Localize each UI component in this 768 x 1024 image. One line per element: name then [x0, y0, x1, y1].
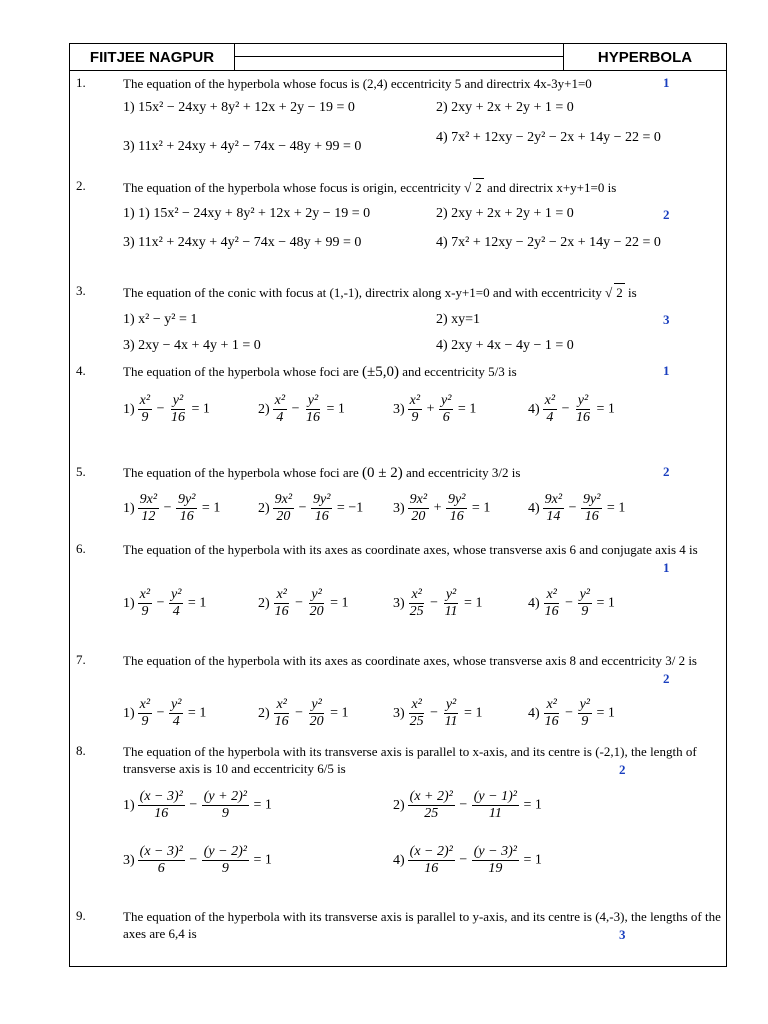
- question-text-tail: and eccentricity 3/2 is: [405, 465, 521, 480]
- numerator: x²: [139, 697, 151, 712]
- option-label: 1): [123, 797, 135, 813]
- option-1: [123, 697, 206, 730]
- rhs: = 1: [603, 500, 626, 516]
- denominator: 16: [584, 509, 599, 524]
- denominator: 9: [141, 410, 149, 425]
- option-4: 4) 2xy + 4x − 4y − 1 = 0: [436, 338, 574, 353]
- rhs: = 1: [184, 705, 207, 721]
- option-1: [123, 587, 206, 620]
- chapter-title: HYPERBOLA: [563, 43, 727, 71]
- fraction: [138, 393, 152, 426]
- operator: −: [185, 852, 201, 868]
- numerator: x²: [276, 697, 287, 712]
- denominator: 20: [309, 604, 324, 619]
- option-4: 4) 7x² + 12xy − 2y² − 2x + 14y − 22 = 0: [436, 235, 661, 250]
- operator: −: [291, 705, 307, 721]
- rhs: = 1: [326, 595, 349, 611]
- option-label: 2): [258, 595, 270, 611]
- denominator: 6: [157, 861, 165, 876]
- question-text-tail: and directrix x+y+1=0 is: [487, 180, 617, 195]
- fraction: [138, 697, 152, 730]
- question-text-tail: is: [628, 285, 637, 300]
- numerator: (x − 3)²: [139, 789, 183, 804]
- numerator: 9x²: [409, 492, 428, 507]
- option-1: 1) 15x² − 24xy + 8y² + 12x + 2y − 19 = 0: [123, 100, 355, 115]
- fraction: [273, 393, 287, 426]
- option-4: [528, 393, 615, 426]
- option-label: 4): [528, 500, 540, 516]
- numerator: y²: [445, 587, 457, 602]
- numerator: 9y²: [583, 492, 601, 507]
- numerator: x²: [139, 587, 151, 602]
- option-4: [528, 587, 615, 620]
- denominator: 4: [172, 604, 180, 619]
- denominator: 16: [544, 714, 559, 729]
- denominator: 11: [488, 806, 502, 821]
- fraction: [472, 789, 519, 822]
- option-1: [123, 492, 220, 525]
- option-label: 3): [393, 500, 405, 516]
- option-3: 3) 2xy − 4x + 4y + 1 = 0: [123, 338, 261, 353]
- numerator: (y − 2)²: [203, 844, 247, 859]
- option-2: [258, 587, 348, 620]
- rhs: = −1: [333, 500, 364, 516]
- option-2: [258, 492, 363, 525]
- numerator: x²: [139, 393, 151, 408]
- operator: −: [153, 401, 168, 417]
- numerator: y²: [311, 587, 322, 602]
- operator: −: [426, 705, 442, 721]
- fraction: [408, 492, 429, 525]
- option-4: [528, 697, 615, 730]
- header-underline: [69, 70, 727, 71]
- fraction: [578, 697, 592, 730]
- option-label: 1): [123, 401, 135, 417]
- question-number: 7.: [76, 652, 86, 667]
- fraction: [581, 492, 602, 525]
- option-4: 4) 7x² + 12xy − 2y² − 2x + 14y − 22 = 0: [436, 130, 661, 145]
- rhs: = 1: [593, 595, 615, 611]
- numerator: x²: [546, 587, 557, 602]
- fraction: [311, 492, 332, 525]
- options-row: [123, 393, 683, 435]
- denominator: 16: [179, 509, 194, 524]
- institute-title: FIITJEE NAGPUR: [69, 43, 235, 71]
- numerator: (y − 1)²: [473, 789, 517, 804]
- denominator: 11: [444, 604, 458, 619]
- fraction: [472, 844, 519, 877]
- numerator: (x + 2)²: [409, 789, 453, 804]
- question-text: The equation of the hyperbola with its axes as coordinate axes, whose transverse axis 8 and eccentricity 3/ 2 is: [123, 653, 697, 668]
- answer-key: 3: [619, 927, 626, 942]
- fraction: [138, 492, 159, 525]
- operator: −: [153, 595, 168, 611]
- denominator: 12: [141, 509, 156, 524]
- option-3: [123, 844, 272, 877]
- question-8: [76, 743, 721, 893]
- option-2: [258, 697, 348, 730]
- numerator: y²: [172, 393, 184, 408]
- option-3: 3) 11x² + 24xy + 4y² − 74x − 48y + 99 = 0: [123, 139, 362, 154]
- denominator: 11: [444, 714, 458, 729]
- question-text-math: (0 ± 2): [361, 465, 403, 481]
- question-text-math: (±5,0): [361, 364, 399, 380]
- option-label: 4): [528, 705, 540, 721]
- option-1: 1) x² − y² = 1: [123, 312, 198, 327]
- denominator: 6: [442, 410, 450, 425]
- numerator: y²: [311, 697, 322, 712]
- rhs: = 1: [468, 500, 491, 516]
- fraction: [578, 587, 592, 620]
- numerator: x²: [409, 393, 421, 408]
- operator: −: [291, 595, 307, 611]
- numerator: (x − 3)²: [139, 844, 183, 859]
- question-5: [76, 464, 721, 544]
- option-2: [258, 393, 345, 426]
- operator: −: [561, 705, 577, 721]
- rhs: = 1: [188, 401, 210, 417]
- numerator: x²: [411, 587, 422, 602]
- option-label: 1): [123, 705, 135, 721]
- numerator: x²: [411, 697, 422, 712]
- numerator: 9x²: [139, 492, 158, 507]
- option-label: 2): [393, 797, 405, 813]
- fraction: [308, 587, 326, 620]
- numerator: 9y²: [313, 492, 331, 507]
- numerator: y²: [441, 393, 452, 408]
- operator: −: [185, 797, 201, 813]
- question-number: 9.: [76, 908, 86, 923]
- operator: −: [558, 401, 573, 417]
- question-number: 4.: [76, 363, 86, 378]
- answer-key: 1: [663, 75, 670, 90]
- question-number: 6.: [76, 541, 86, 556]
- numerator: y²: [171, 697, 182, 712]
- option-label: 2): [258, 500, 270, 516]
- rhs: = 1: [519, 852, 542, 868]
- answer-key: 2: [663, 464, 670, 479]
- numerator: 9y²: [448, 492, 466, 507]
- option-label: 4): [528, 595, 540, 611]
- option-2: 2) xy=1: [436, 312, 481, 327]
- numerator: y²: [445, 697, 457, 712]
- sqrt-value: 2: [475, 180, 482, 195]
- option-3: 3) 11x² + 24xy + 4y² − 74x − 48y + 99 = 0: [123, 235, 362, 250]
- numerator: y²: [577, 393, 589, 408]
- numerator: x²: [546, 697, 557, 712]
- question-text: [123, 363, 721, 381]
- denominator: 9: [411, 410, 419, 425]
- question-1: [76, 75, 721, 165]
- rhs: = 1: [460, 705, 483, 721]
- question-number: 5.: [76, 464, 86, 479]
- denominator: 16: [314, 509, 329, 524]
- operator: +: [423, 401, 438, 417]
- option-label: 4): [528, 401, 540, 417]
- fraction: [176, 492, 197, 525]
- denominator: 16: [576, 410, 590, 425]
- option-1: [123, 393, 210, 426]
- question-7: [76, 652, 721, 742]
- option-4: [393, 844, 542, 877]
- option-2: 2) 2xy + 2x + 2y + 1 = 0: [436, 100, 574, 115]
- numerator: (y − 3)²: [473, 844, 517, 859]
- rhs: = 1: [593, 705, 615, 721]
- option-3: [393, 393, 476, 426]
- question-text-tail: and eccentricity 5/3 is: [402, 364, 517, 379]
- fraction: [169, 393, 187, 426]
- denominator: 16: [424, 861, 439, 876]
- question-text: The equation of the conic with focus at (1,-1), directrix along x-y+1=0 and with eccentricity √ 2 is: [123, 285, 637, 300]
- operator: −: [288, 401, 303, 417]
- rhs: = 1: [249, 797, 272, 813]
- denominator: 9: [221, 806, 229, 821]
- rhs: = 1: [198, 500, 221, 516]
- option-label: 2): [258, 705, 270, 721]
- rhs: = 1: [326, 705, 349, 721]
- denominator: 16: [449, 509, 464, 524]
- question-6: [76, 541, 721, 631]
- fraction: [543, 492, 564, 525]
- rhs: = 1: [593, 401, 615, 417]
- fraction: [138, 844, 185, 877]
- question-2: [76, 178, 721, 258]
- operator: −: [565, 500, 580, 516]
- operator: −: [455, 797, 471, 813]
- numerator: y²: [579, 587, 590, 602]
- fraction: [443, 587, 460, 620]
- option-label: 1): [123, 595, 135, 611]
- fraction: [138, 587, 152, 620]
- fraction: [304, 393, 322, 426]
- denominator: 9: [221, 861, 229, 876]
- option-3: [393, 492, 490, 525]
- question-text-main: The equation of the conic with focus at (1,-1), directrix along x-y+1=0 and with eccentricity: [123, 285, 602, 300]
- fraction: [308, 697, 326, 730]
- option-label: 2): [258, 401, 270, 417]
- denominator: 16: [274, 714, 289, 729]
- fraction: [543, 393, 557, 426]
- sqrt-value: 2: [616, 285, 623, 300]
- question-4: [76, 363, 721, 443]
- option-label: 1): [123, 500, 135, 516]
- option-label: 3): [393, 401, 405, 417]
- denominator: 4: [546, 410, 554, 425]
- operator: −: [561, 595, 577, 611]
- question-number: 3.: [76, 283, 86, 298]
- answer-key: 2: [663, 207, 670, 222]
- rhs: = 1: [184, 595, 207, 611]
- option-label: 3): [123, 852, 135, 868]
- numerator: (y + 2)²: [203, 789, 247, 804]
- option-label: 3): [393, 595, 405, 611]
- fraction: [574, 393, 592, 426]
- denominator: 14: [546, 509, 561, 524]
- fraction: [446, 492, 467, 525]
- question-text: The equation of the hyperbola with its transverse axis is parallel to y-axis, and its centre is (4,-3), the lengths of the axes are 6,4 is: [123, 909, 721, 941]
- options-row: [123, 587, 683, 629]
- denominator: 9: [581, 604, 589, 619]
- denominator: 16: [274, 604, 289, 619]
- question-number: 2.: [76, 178, 86, 193]
- denominator: 16: [306, 410, 320, 425]
- option-label: 4): [393, 852, 405, 868]
- answer-key: 3: [663, 312, 670, 327]
- question-3: [76, 283, 721, 358]
- option-2: 2) 2xy + 2x + 2y + 1 = 0: [436, 206, 574, 221]
- fraction: [408, 393, 422, 426]
- operator: −: [160, 500, 175, 516]
- fraction: [408, 587, 426, 620]
- question-text: [123, 464, 721, 482]
- denominator: 20: [276, 509, 291, 524]
- numerator: 9x²: [544, 492, 563, 507]
- question-number: 1.: [76, 75, 86, 90]
- answer-key: 1: [663, 363, 670, 378]
- numerator: (x − 2)²: [409, 844, 453, 859]
- denominator: 25: [409, 714, 424, 729]
- numerator: 9y²: [178, 492, 196, 507]
- question-text-main: The equation of the hyperbola whose foci are: [123, 364, 359, 379]
- denominator: 19: [488, 861, 503, 876]
- fraction: [439, 393, 453, 426]
- question-text: The equation of the hyperbola whose focus is origin, eccentricity √ 2 and directrix x+y+1=0 is: [123, 180, 617, 195]
- fraction: [273, 492, 294, 525]
- answer-key: 1: [663, 560, 670, 575]
- fraction: [273, 587, 291, 620]
- option-3: [393, 697, 482, 730]
- operator: +: [430, 500, 445, 516]
- option-3: [393, 587, 482, 620]
- denominator: 20: [411, 509, 426, 524]
- fraction: [543, 587, 561, 620]
- option-1: [123, 789, 272, 822]
- rhs: = 1: [323, 401, 345, 417]
- question-number: 8.: [76, 743, 86, 758]
- fraction: [138, 789, 185, 822]
- numerator: y²: [579, 697, 590, 712]
- options-grid: [123, 789, 683, 889]
- question-text-main: The equation of the hyperbola whose foci are: [123, 465, 359, 480]
- option-2: [393, 789, 542, 822]
- fraction: [273, 697, 291, 730]
- operator: −: [153, 705, 168, 721]
- fraction: [443, 697, 460, 730]
- fraction: [169, 697, 183, 730]
- numerator: 9x²: [274, 492, 293, 507]
- option-4: [528, 492, 625, 525]
- denominator: 9: [141, 714, 149, 729]
- rhs: = 1: [519, 797, 542, 813]
- answer-key: 2: [619, 762, 626, 777]
- fraction: [408, 697, 426, 730]
- question-9: [76, 908, 721, 948]
- numerator: y²: [307, 393, 319, 408]
- option-1: 1) 1) 15x² − 24xy + 8y² + 12x + 2y − 19 = 0: [123, 206, 371, 221]
- fraction: [543, 697, 561, 730]
- denominator: 16: [171, 410, 185, 425]
- denominator: 20: [309, 714, 324, 729]
- denominator: 9: [141, 604, 149, 619]
- numerator: x²: [276, 587, 287, 602]
- denominator: 4: [172, 714, 180, 729]
- fraction: [202, 789, 249, 822]
- operator: −: [426, 595, 442, 611]
- numerator: y²: [171, 587, 182, 602]
- fraction: [202, 844, 249, 877]
- question-text: The equation of the hyperbola whose focus is (2,4) eccentricity 5 and directrix 4x-3y+1=0: [123, 76, 592, 91]
- numerator: x²: [544, 393, 556, 408]
- numerator: x²: [274, 393, 286, 408]
- fraction: [408, 844, 455, 877]
- fraction: [408, 789, 455, 822]
- denominator: 16: [544, 604, 559, 619]
- answer-key: 2: [663, 671, 670, 686]
- fraction: [169, 587, 183, 620]
- denominator: 4: [276, 410, 284, 425]
- denominator: 9: [581, 714, 589, 729]
- question-text-main: The equation of the hyperbola whose focus is origin, eccentricity: [123, 180, 461, 195]
- denominator: 16: [154, 806, 169, 821]
- rhs: = 1: [249, 852, 272, 868]
- option-label: 3): [393, 705, 405, 721]
- options-row: [123, 492, 683, 534]
- options-row: [123, 697, 683, 739]
- operator: −: [455, 852, 471, 868]
- question-text: The equation of the hyperbola with its axes as coordinate axes, whose transverse axis 6 and conjugate axis 4 is: [123, 542, 698, 557]
- operator: −: [295, 500, 310, 516]
- rhs: = 1: [454, 401, 477, 417]
- denominator: 25: [424, 806, 439, 821]
- question-text: The equation of the hyperbola with its transverse axis is parallel to x-axis, and its centre is (-2,1), the length of transverse axis is 10 and eccentricity 6/5 is: [123, 744, 697, 776]
- denominator: 25: [409, 604, 424, 619]
- rhs: = 1: [460, 595, 483, 611]
